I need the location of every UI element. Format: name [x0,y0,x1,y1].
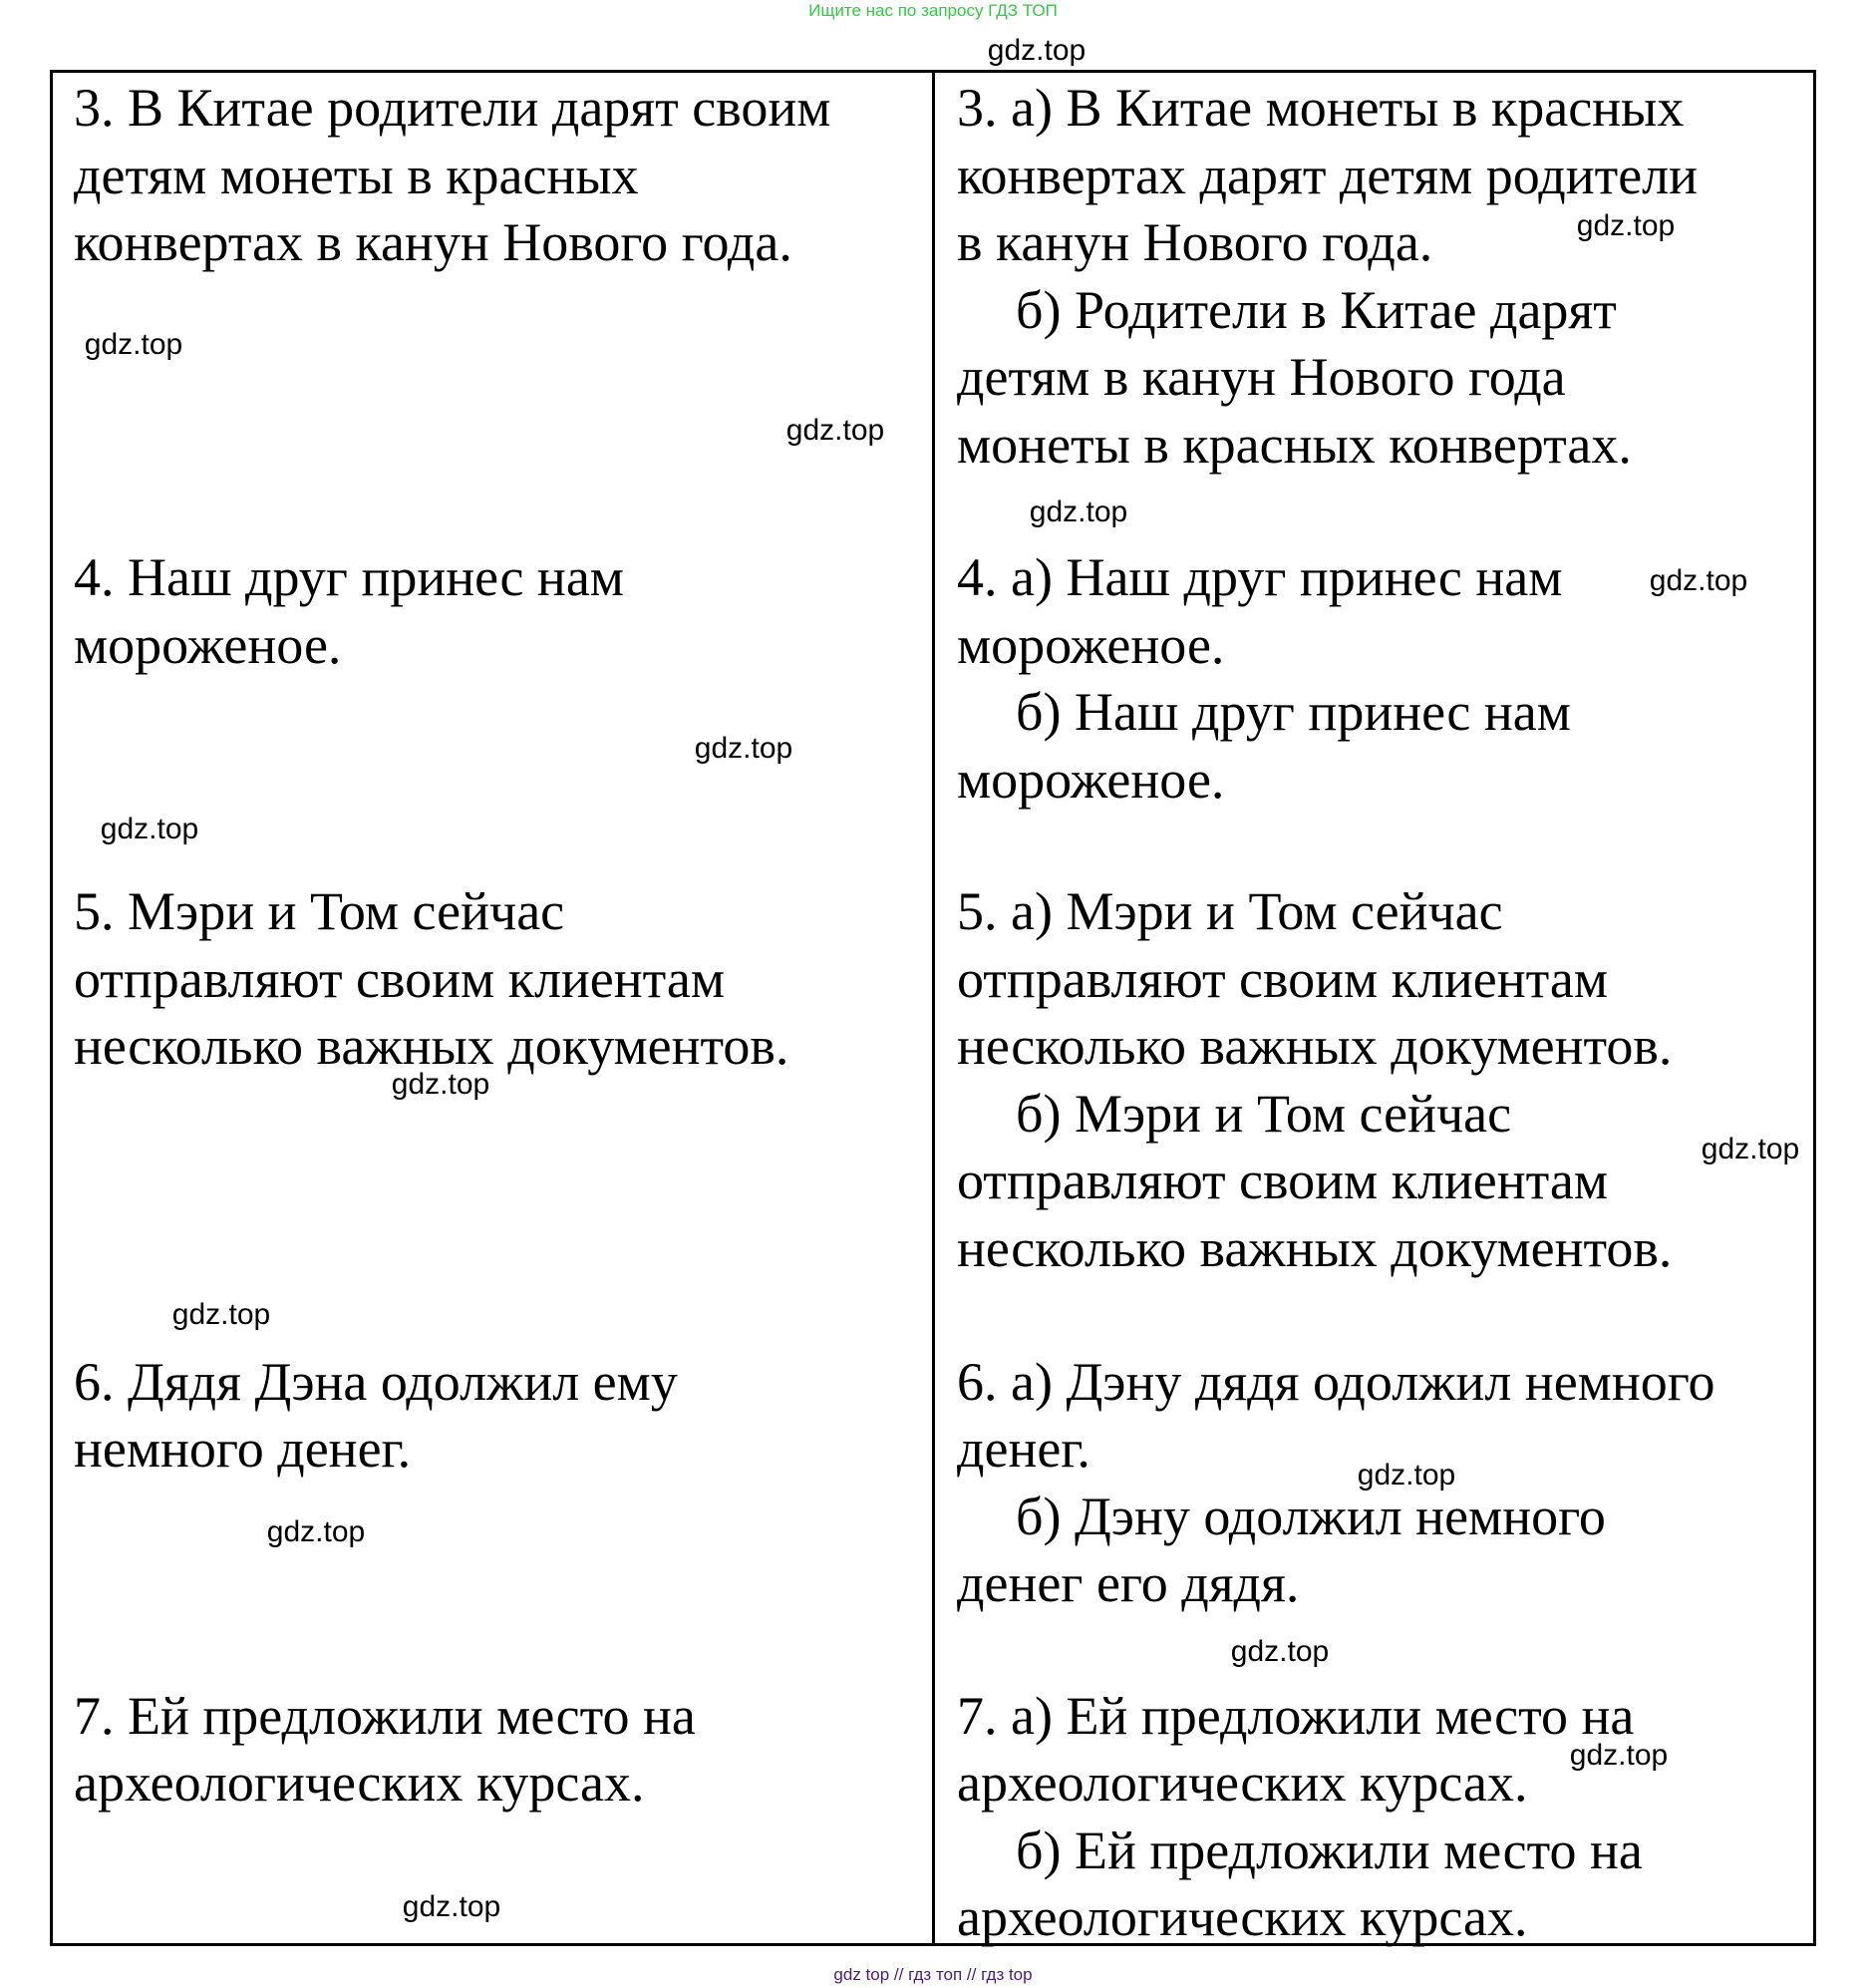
right-line: мороженое. [957,615,1225,675]
right-line: детям в канун Нового года [957,347,1566,407]
right-line: 3. а) В Китае монеты в красных [957,78,1685,138]
watermark: gdz.top [100,813,199,845]
right-line: б) Дэну одолжил немного [1016,1487,1606,1546]
right-line: денег. [957,1419,1090,1479]
watermark: gdz.top [1569,1739,1669,1772]
right-line: б) Наш друг принес нам [1016,682,1571,742]
right-line: мороженое. [957,750,1225,810]
column-divider [932,70,935,1946]
watermark: gdz.top [987,34,1087,67]
footer-text: gdz top // гдз топ // гдз top [833,1965,1033,1984]
right-line: 7. а) Ей предложили место на [957,1686,1635,1746]
watermark: gdz.top [391,1068,490,1101]
left-line: 6. Дядя Дэна одолжил ему [74,1352,678,1412]
left-line: детям монеты в красных [74,146,639,205]
watermark: gdz.top [1576,209,1676,242]
left-line: 5. Мэри и Том сейчас [74,881,565,941]
watermark: gdz.top [694,732,793,765]
watermark: gdz.top [266,1515,366,1548]
watermark: gdz.top [1701,1133,1800,1165]
right-line: в канун Нового года. [957,212,1433,272]
watermark: gdz.top [1649,564,1748,597]
right-line: 6. а) Дэну дядя одолжил немного [957,1352,1715,1412]
watermark: gdz.top [1230,1635,1330,1668]
left-line: мороженое. [74,615,342,675]
left-line: 7. Ей предложили место на [74,1686,696,1746]
right-line: отправляют своим клиентам [957,1151,1609,1210]
right-line: конвертах дарят детям родители [957,146,1699,205]
search-banner: Ищите нас по запросу ГДЗ ТОП [808,1,1058,20]
right-line: денег его дядя. [957,1553,1300,1613]
watermark: gdz.top [84,328,183,361]
left-line: 3. В Китае родители дарят своим [74,78,831,138]
watermark: gdz.top [1029,496,1128,528]
left-line: несколько важных документов. [74,1016,789,1076]
left-line: немного денег. [74,1419,412,1479]
watermark: gdz.top [785,414,885,447]
left-line: 4. Наш друг принес нам [74,547,624,607]
watermark: gdz.top [402,1890,501,1923]
right-line: б) Ей предложили место на [1016,1821,1643,1880]
right-line: несколько важных документов. [957,1218,1673,1278]
right-line: монеты в красных конвертах. [957,415,1632,475]
right-line: несколько важных документов. [957,1016,1673,1076]
right-line: 5. а) Мэри и Том сейчас [957,881,1503,941]
left-line: археологических курсах. [74,1753,645,1813]
right-line: археологических курсах. [957,1753,1528,1813]
right-line: 4. а) Наш друг принес нам [957,547,1563,607]
watermark: gdz.top [171,1298,271,1331]
right-line: б) Родители в Китае дарят [1016,280,1617,340]
right-line: археологических курсах. [957,1887,1528,1947]
left-line: отправляют своим клиентам [74,949,726,1009]
right-line: отправляют своим клиентам [957,949,1609,1009]
watermark: gdz.top [1357,1459,1456,1491]
right-line: б) Мэри и Том сейчас [1016,1084,1512,1144]
left-line: конвертах в канун Нового года. [74,212,792,272]
